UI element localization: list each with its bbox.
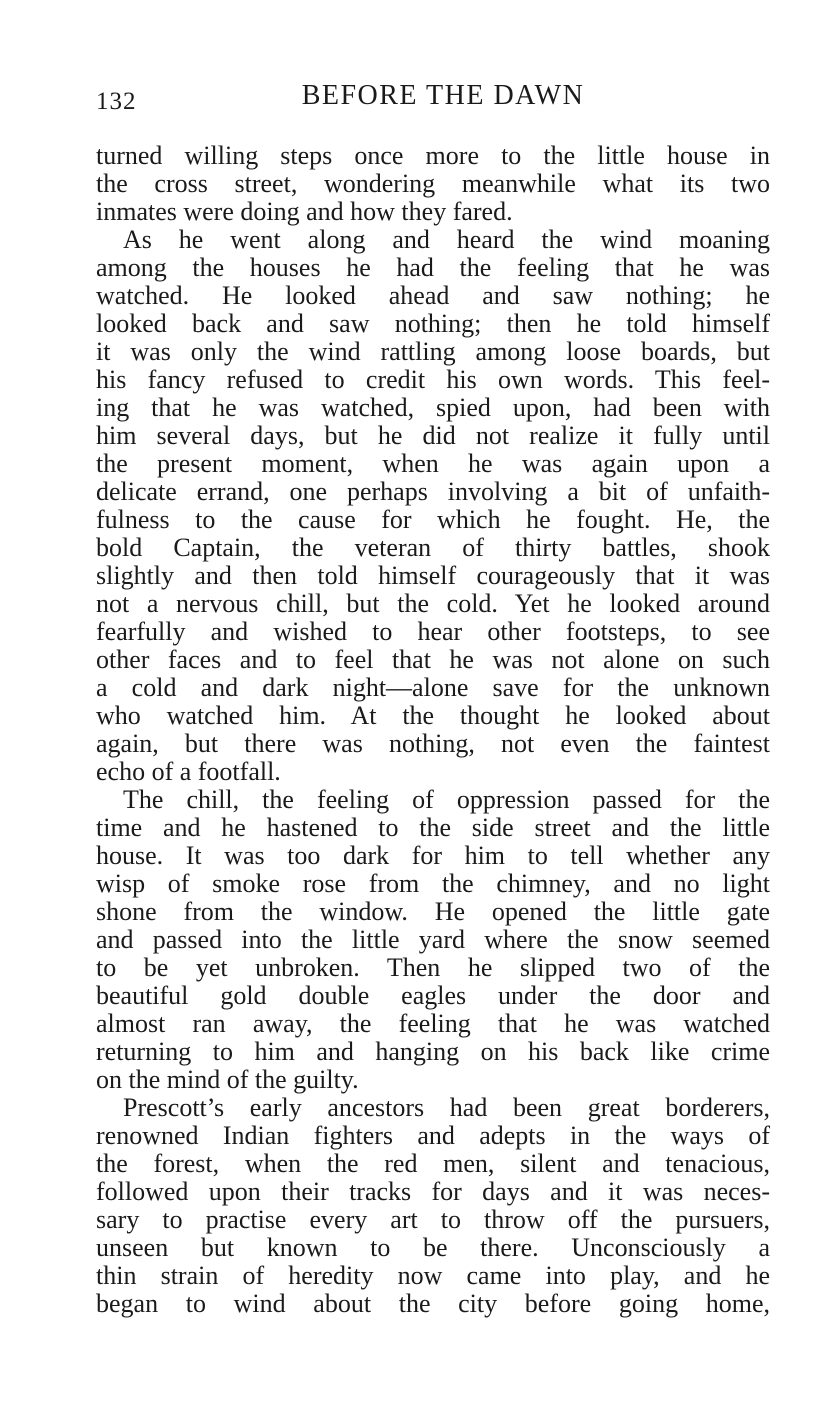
page-header — [96, 80, 770, 120]
text-line: again, but there was nothing, not even the faintest — [96, 729, 770, 758]
text-line: As he went along and heard the wind moaning — [123, 225, 770, 254]
text-line: house. It was too dark for him to tell whether any — [96, 841, 770, 870]
text-line: among the houses he had the feeling that he was — [96, 253, 770, 282]
text-line: thin strain of heredity now came into play, and he — [96, 1261, 770, 1290]
text-line: beautiful gold double eagles under the door and — [96, 981, 770, 1010]
text-line: bold Captain, the veteran of thirty battles, shook — [96, 533, 770, 562]
text-line: the present moment, when he was again upon a — [96, 449, 770, 478]
text-line: looked back and saw nothing; then he told himself — [96, 309, 770, 338]
text-line: time and he hastened to the side street and the little — [96, 813, 770, 842]
text-line: ing that he was watched, spied upon, had been with — [96, 393, 770, 422]
text-line: him several days, but he did not realize it fully until — [96, 421, 770, 450]
text-line: wisp of smoke rose from the chimney, and no light — [96, 869, 770, 898]
text-line: to be yet unbroken. Then he slipped two of the — [96, 953, 770, 982]
body-text — [96, 142, 770, 1318]
text-line: followed upon their tracks for days and it was neces- — [96, 1177, 770, 1206]
text-line: other faces and to feel that he was not alone on such — [96, 645, 770, 674]
text-line: renowned Indian fighters and adepts in the ways of — [96, 1121, 770, 1150]
text-line: turned willing steps once more to the little house in — [96, 141, 770, 170]
text-line: echo of a footfall. — [96, 757, 281, 786]
text-line: it was only the wind rattling among loose boards, but — [96, 337, 770, 366]
text-line: returning to him and hanging on his back like crime — [96, 1037, 770, 1066]
paragraph — [96, 1094, 770, 1318]
running-title: BEFORE THE DAWN — [301, 80, 585, 111]
text-line: unseen but known to be there. Unconsciously a — [96, 1233, 770, 1262]
text-line: shone from the window. He opened the little gate — [96, 897, 770, 926]
text-line: his fancy refused to credit his own words. This feel- — [96, 365, 770, 394]
text-line: slightly and then told himself courageously that it was — [96, 561, 770, 590]
text-line: fearfully and wished to hear other footsteps, to see — [96, 617, 770, 646]
text-line: sary to practise every art to throw off the pursuers, — [96, 1205, 770, 1234]
page-number: 132 — [96, 88, 137, 115]
text-line: began to wind about the city before going home, — [96, 1289, 770, 1318]
text-line: delicate errand, one perhaps involving a bit of unfaith- — [96, 477, 770, 506]
paragraph — [96, 786, 770, 1094]
paragraph — [96, 142, 770, 226]
text-line: on the mind of the guilty. — [96, 1065, 359, 1094]
text-line: a cold and dark night—alone save for the unknown — [96, 673, 770, 702]
text-line: The chill, the feeling of oppression passed for the — [123, 785, 770, 814]
text-line: the forest, when the red men, silent and tenacious, — [96, 1149, 770, 1178]
paragraph — [96, 226, 770, 786]
text-line: Prescott’s early ancestors had been great borderers, — [123, 1093, 770, 1122]
text-line: and passed into the little yard where the snow seemed — [96, 925, 770, 954]
text-line: inmates were doing and how they fared. — [96, 197, 513, 226]
text-line: the cross street, wondering meanwhile what its two — [96, 169, 770, 198]
text-line: who watched him. At the thought he looked about — [96, 701, 770, 730]
text-line: watched. He looked ahead and saw nothing; he — [96, 281, 770, 310]
text-line: not a nervous chill, but the cold. Yet he looked around — [96, 589, 770, 618]
text-line: almost ran away, the feeling that he was watched — [96, 1009, 770, 1038]
text-line: fulness to the cause for which he fought. He, the — [96, 505, 770, 534]
